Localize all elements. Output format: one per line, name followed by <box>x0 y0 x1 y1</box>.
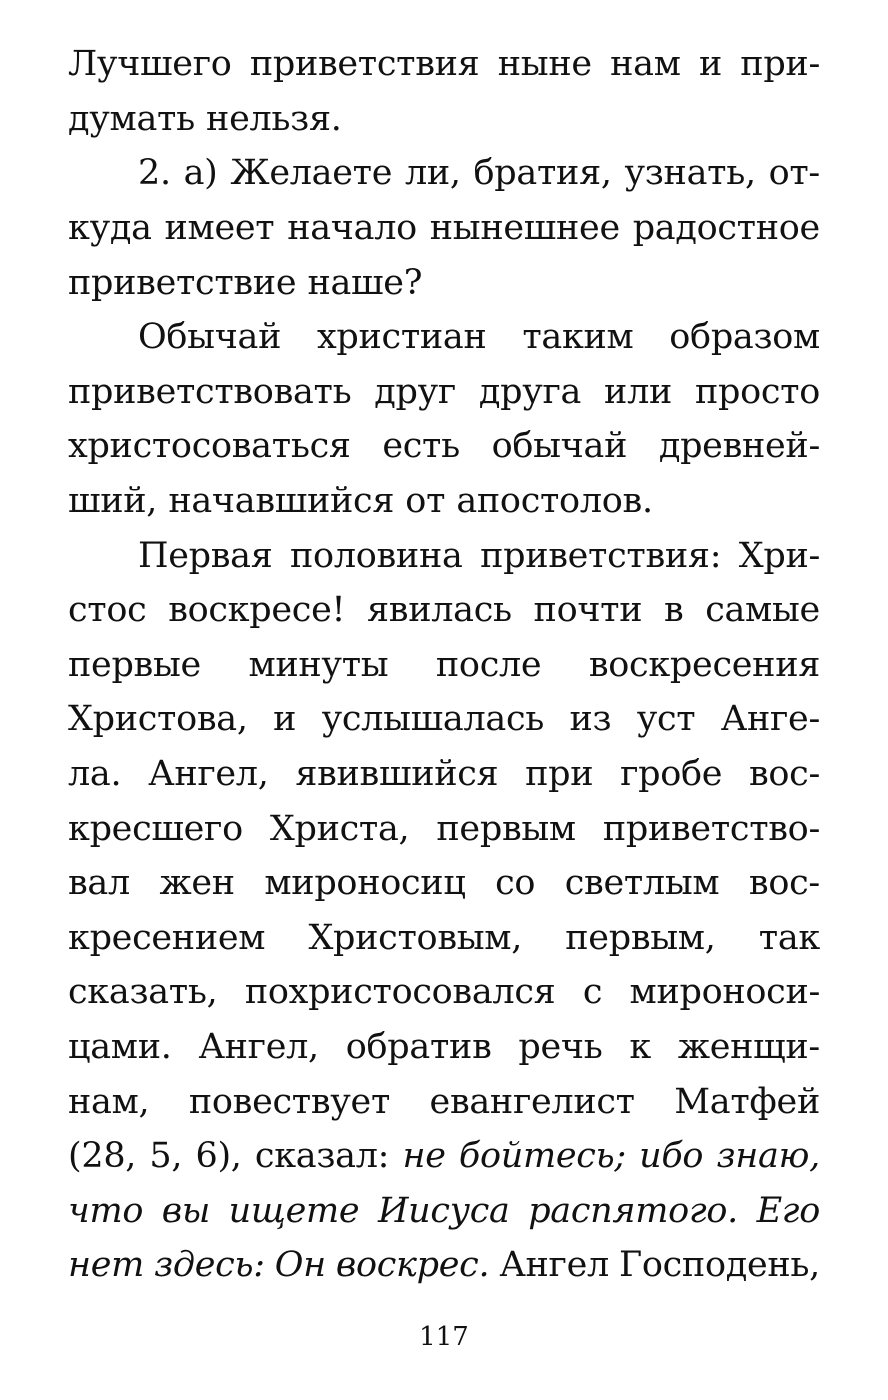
word: Желаете <box>230 153 393 194</box>
word: кресшего <box>68 808 243 849</box>
word: приветствия: <box>480 535 722 576</box>
word: друга <box>478 371 582 412</box>
word: а) <box>183 153 218 194</box>
word: апостолов. <box>456 481 653 522</box>
word: услышалась <box>321 699 545 740</box>
word: обычай <box>491 426 628 467</box>
word: первые <box>68 644 201 685</box>
word: 6), <box>195 1136 242 1177</box>
word: вал <box>68 863 130 904</box>
word: Его <box>756 1190 820 1231</box>
text-line <box>68 638 820 693</box>
word: 2. <box>138 153 171 194</box>
word: вос- <box>748 863 820 904</box>
word: мироносиц <box>264 863 466 904</box>
word: Господень, <box>618 1245 820 1286</box>
word: радостное <box>632 208 820 249</box>
word: Ангел <box>499 1245 609 1286</box>
word: друг <box>374 371 456 412</box>
text-line <box>68 310 820 365</box>
word: приветствовать <box>68 371 352 412</box>
text-line <box>68 1183 820 1238</box>
word: повествует <box>188 1081 391 1122</box>
word: Ангел, <box>198 1026 319 1067</box>
word: и <box>698 44 722 85</box>
word: минуты <box>248 644 389 685</box>
word: в <box>664 590 684 631</box>
word: древней- <box>658 426 820 467</box>
text-line <box>68 255 820 310</box>
word: самые <box>705 590 820 631</box>
word: узнать, <box>624 153 756 194</box>
word: с <box>582 972 603 1013</box>
word: Обычай <box>138 317 282 358</box>
word: Иисуса <box>377 1190 510 1231</box>
text-line <box>68 692 820 747</box>
word: таким <box>522 317 634 358</box>
word: от- <box>768 153 820 194</box>
word: после <box>435 644 542 685</box>
word: обратив <box>345 1026 492 1067</box>
word: светлым <box>564 863 720 904</box>
word: знаю, <box>716 1136 820 1177</box>
text-line <box>68 1074 820 1129</box>
word: явившийся <box>295 754 499 795</box>
word: Христова, <box>68 699 248 740</box>
word: приветствие <box>68 262 297 303</box>
word: ибо <box>639 1136 704 1177</box>
word: ла. <box>68 754 122 795</box>
word: при- <box>740 44 820 85</box>
word: вос- <box>748 754 820 795</box>
word: приветствия <box>249 44 480 85</box>
word: сказать, <box>68 972 218 1013</box>
word: Он <box>274 1245 326 1286</box>
word: распятого. <box>528 1190 738 1231</box>
word: явилась <box>367 590 512 631</box>
text-line <box>68 1129 820 1184</box>
word: что <box>68 1190 144 1231</box>
word: жен <box>159 863 235 904</box>
word: похристосовался <box>244 972 556 1013</box>
word: ищете <box>228 1190 360 1231</box>
word: к <box>629 1026 651 1067</box>
word: есть <box>382 426 460 467</box>
word: братия, <box>473 153 612 194</box>
text-line <box>68 583 820 638</box>
text-line <box>68 474 820 529</box>
word: воскресения <box>588 644 820 685</box>
text-line <box>68 146 820 201</box>
text-line <box>68 92 820 147</box>
word: ли, <box>404 153 461 194</box>
text-line <box>68 911 820 966</box>
text-line <box>68 37 820 92</box>
word: нельзя. <box>206 98 342 139</box>
text-line <box>68 1020 820 1075</box>
text-line <box>68 747 820 802</box>
word: так <box>758 917 820 958</box>
word: здесь: <box>154 1245 265 1286</box>
word: воскрес. <box>335 1245 490 1286</box>
text-line <box>68 965 820 1020</box>
word: начавшийся <box>168 481 395 522</box>
word: бойтесь; <box>458 1136 626 1177</box>
text-line <box>68 201 820 256</box>
word: . <box>478 1245 490 1286</box>
word: сказал: <box>254 1136 390 1177</box>
word: думать <box>68 98 195 139</box>
word: начало <box>287 208 417 249</box>
word: стос <box>68 590 147 631</box>
text-line <box>68 365 820 420</box>
word: Христа, <box>269 808 410 849</box>
word: ныне <box>497 44 592 85</box>
word: от <box>405 481 446 522</box>
word: кресением <box>68 917 266 958</box>
word: нынешнее <box>429 208 620 249</box>
word: образом <box>669 317 820 358</box>
word: (28, <box>68 1136 137 1177</box>
word: куда <box>68 208 152 249</box>
word: просто <box>694 371 820 412</box>
word: евангелист <box>429 1081 635 1122</box>
word: нет <box>68 1245 145 1286</box>
word: цами. <box>68 1026 172 1067</box>
word: Анге- <box>720 699 820 740</box>
word: 5, <box>149 1136 183 1177</box>
word: половина <box>290 535 463 576</box>
word: Хри- <box>738 535 820 576</box>
text-line <box>68 528 820 583</box>
word: почти <box>533 590 643 631</box>
word: уст <box>636 699 696 740</box>
word: речь <box>518 1026 603 1067</box>
word: не <box>402 1136 446 1177</box>
word: из <box>569 699 612 740</box>
word: приветство- <box>602 808 820 849</box>
word: и <box>273 699 297 740</box>
word: христосоваться <box>68 426 351 467</box>
text-line <box>68 801 820 856</box>
word: со <box>495 863 536 904</box>
word: или <box>604 371 673 412</box>
word: мироноси- <box>629 972 820 1013</box>
word: воскресе! <box>168 590 346 631</box>
word: нам, <box>68 1081 150 1122</box>
word: христиан <box>316 317 487 358</box>
word: Ангел, <box>148 754 269 795</box>
word: при <box>525 754 594 795</box>
word: Лучшего <box>68 44 232 85</box>
body-text <box>68 37 820 1293</box>
word: наше? <box>307 262 423 303</box>
word: первым <box>436 808 576 849</box>
word: ший, <box>68 481 158 522</box>
word: женщи- <box>677 1026 820 1067</box>
word: нам <box>610 44 681 85</box>
word: Первая <box>138 535 273 576</box>
word: Матфей <box>674 1081 820 1122</box>
text-line <box>68 1238 820 1293</box>
word: Христовым, <box>308 917 523 958</box>
word: имеет <box>164 208 275 249</box>
word: гробе <box>620 754 723 795</box>
word: первым, <box>565 917 716 958</box>
text-line <box>68 419 820 474</box>
text-line <box>68 856 820 911</box>
page-number: 117 <box>419 1322 469 1352</box>
word: вы <box>161 1190 211 1231</box>
